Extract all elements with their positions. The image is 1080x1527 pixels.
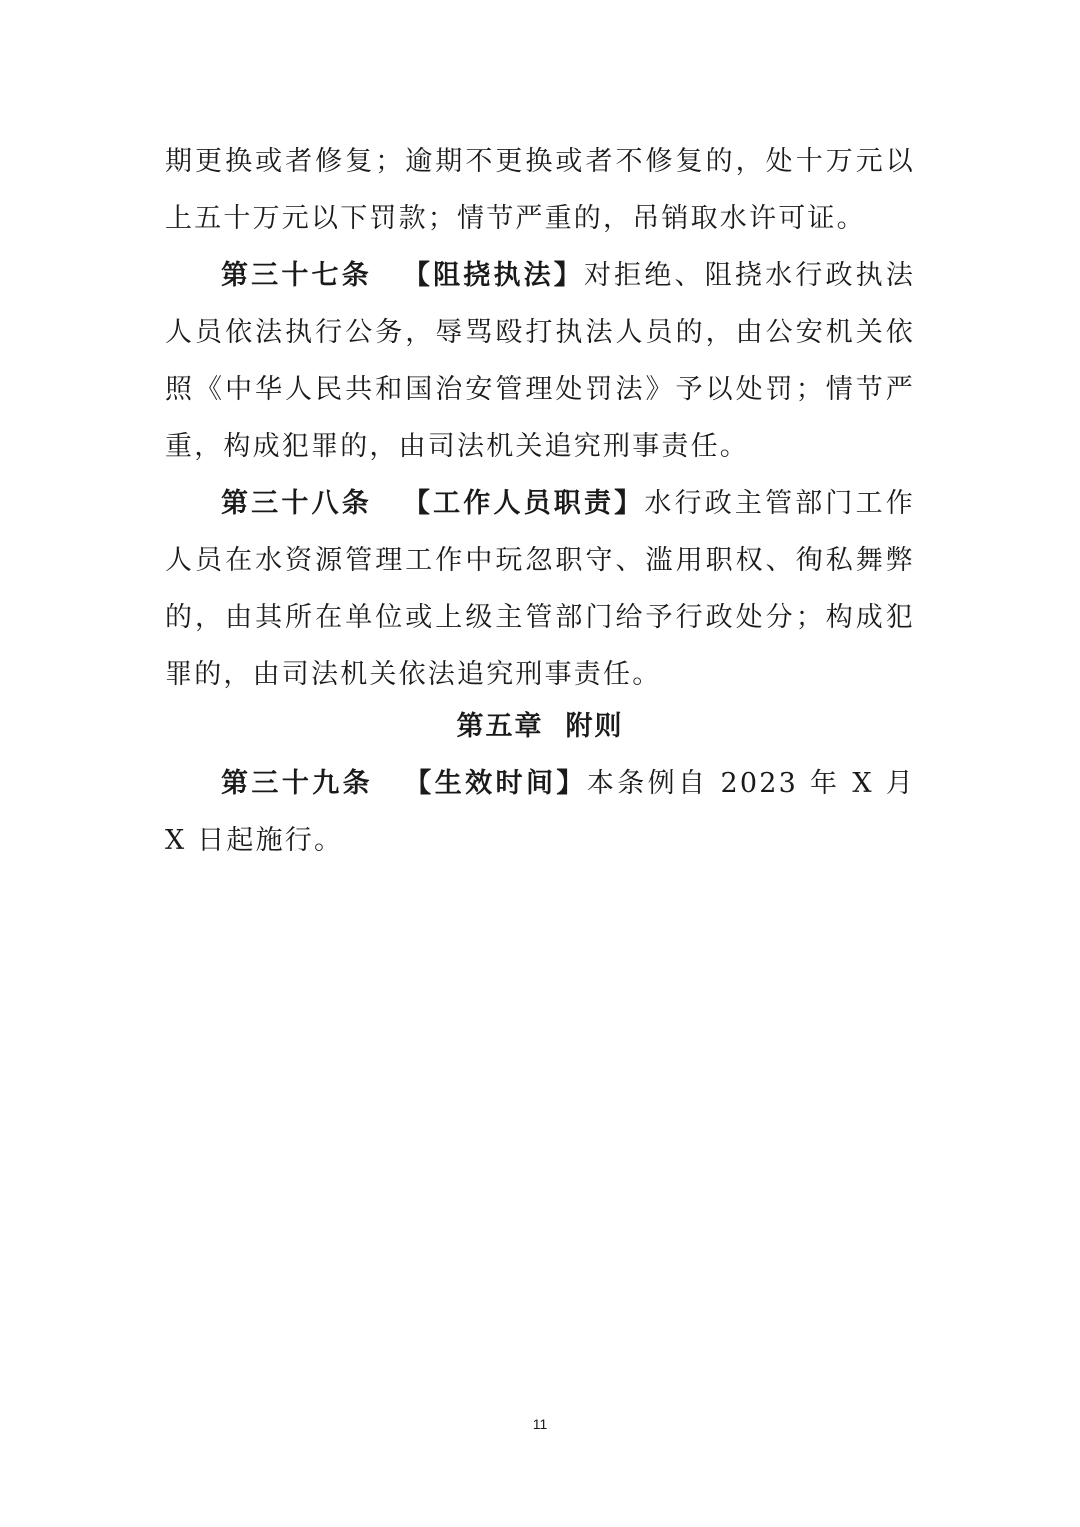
article-text: 水行政主管部门工作人员在水资源管理工作中玩忽职守、滥用职权、徇私舞弊的，由其所在单位或上级主管部门给予行政处分；构成犯罪的，由司法机关依法追究刑事责任。 [165, 488, 915, 690]
article-text: 本条例自 2023 年 X 月 X 日起施行。 [165, 768, 916, 856]
article-number: 第三十九条 [221, 768, 374, 799]
article-heading: 【工作人员职责】 [401, 488, 645, 519]
article-39 [165, 755, 915, 869]
chapter-number: 第五章 [456, 711, 544, 742]
chapter-heading [165, 698, 915, 755]
article-38 [165, 475, 915, 703]
article-number: 第三十八条 [221, 488, 372, 519]
article-text: 对拒绝、阻挠水行政执法人员依法执行公务，辱骂殴打执法人员的，由公安机关依照《中华人民共和国治安管理处罚法》予以处罚；情节严重，构成犯罪的，由司法机关追究刑事责任。 [165, 260, 916, 462]
page-number: 11 [532, 1416, 548, 1432]
chapter-title: 附则 [565, 711, 624, 742]
article-heading: 【阻挠执法】 [401, 260, 584, 291]
paragraph-text: 期更换或者修复；逾期不更换或者不修复的，处十万元以上五十万元以下罚款；情节严重的，吊销取水许可证。 [165, 146, 915, 234]
paragraph-continuation [165, 133, 915, 247]
article-heading: 【生效时间】 [403, 768, 587, 799]
article-number: 第三十七条 [221, 260, 372, 291]
article-37 [165, 247, 915, 475]
